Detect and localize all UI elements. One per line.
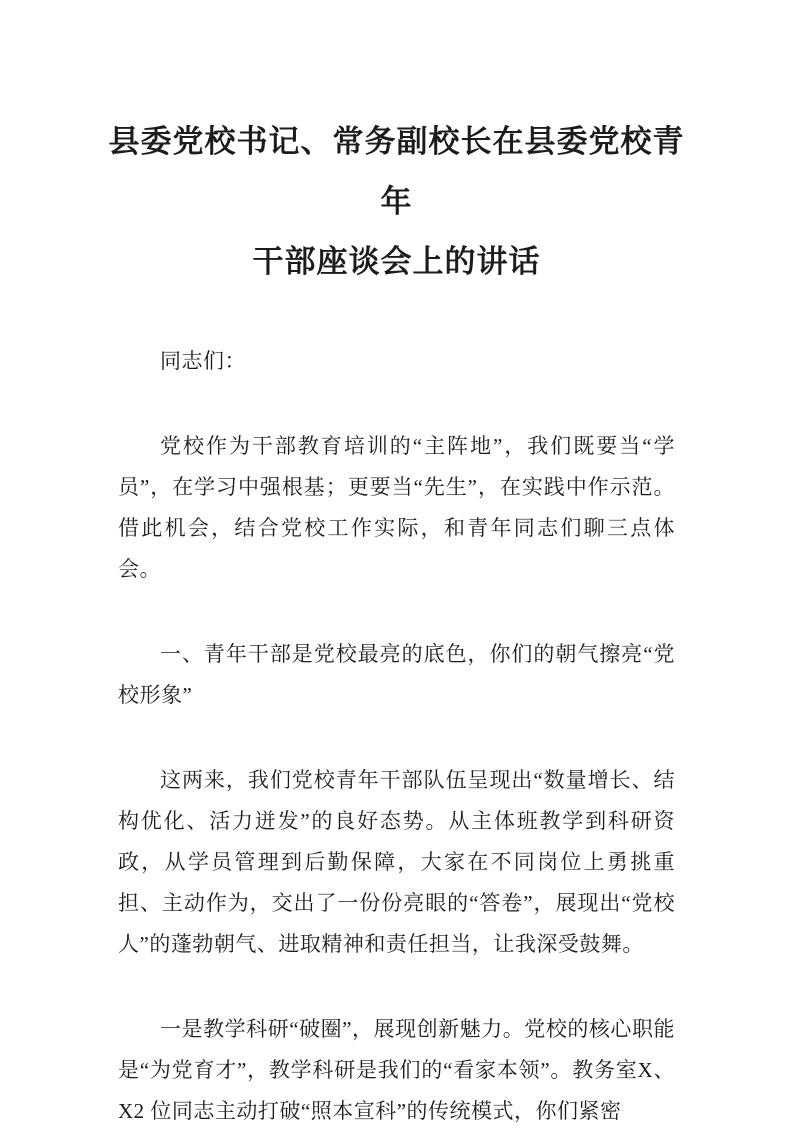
paragraph-point-1: 一是教学科研“破圈”，展现创新魅力。党校的核心职能是“为党育才”，教学科研是我们的“看家本领”。教务室X、X2 位同志主动打破“照本宣科”的传统模式，你们紧密	[118, 1017, 675, 1123]
document-title-line-1: 县委党校书记、常务副校长在县委党校青年	[108, 124, 685, 219]
paragraph-section-1-overview: 这两来，我们党校青年干部队伍呈现出“数量增长、结构优化、活力迸发”的良好态势。从主体班教学到科研资政，从学员管理到后勤保障，大家在不同岗位上勇挑重担、主动作为，交出了一份份亮眼的“答卷”，展现出“党校人”的蓬勃朝气、进取精神和责任担当，让我深受鼓舞。	[118, 768, 675, 956]
section-heading-1: 一、青年干部是党校最亮的底色，你们的朝气擦亮“党校形象”	[118, 642, 675, 707]
paragraph-intro: 党校作为干部教育培训的“主阵地”，我们既要当“学员”，在学习中强根基；更要当“先生”，在实践中作示范。借此机会，结合党校工作实际，和青年同志们聊三点体会。	[118, 434, 675, 581]
salutation: 同志们：	[160, 349, 246, 373]
document-title-line-2: 干部座谈会上的讲话	[252, 244, 541, 279]
document-title	[94, 112, 699, 292]
